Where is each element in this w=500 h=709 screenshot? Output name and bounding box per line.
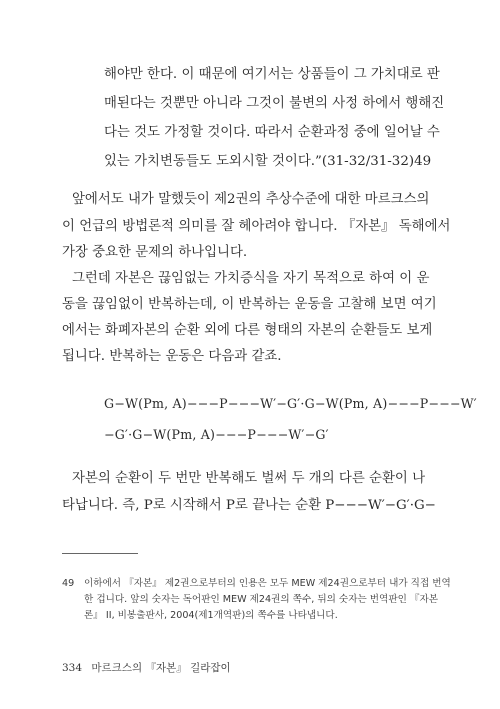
paragraph-line: 자본의 순환이 두 번만 반복해도 벌써 두 개의 다른 순환이 나 <box>72 471 426 486</box>
paragraph-line: 가장 중요한 문제의 하나입니다. <box>62 245 248 260</box>
footnote-line: 론』 II, 비봉출판사, 2004(제1개역판)의 쪽수를 나타냅니다. <box>84 610 338 621</box>
quote-line: 다는 것도 가정할 것이다. 따라서 순환과정 중에 일어날 수 <box>104 125 440 140</box>
page-number: 334 <box>62 662 83 674</box>
footnote-divider <box>62 553 138 554</box>
paragraph-line: 그런데 자본은 끊임없는 가치증식을 자기 목적으로 하여 이 운 <box>72 271 430 286</box>
footnote-line: 한 겁니다. 앞의 숫자는 독어판인 MEW 제24권의 쪽수, 뒤의 숫자는 번역판인 『자본 <box>84 594 439 605</box>
paragraph-line: 동을 끊임없이 반복하는데, 이 반복하는 운동을 고찰해 보면 여기 <box>62 297 437 312</box>
formula-line: G−W(Pm, A)−−−P−−−W′−G′·G−W(Pm, A)−−−P−−−W′ <box>104 396 477 411</box>
paragraph-line: 에서는 화폐자본의 순환 외에 다른 형태의 자본의 순환들도 보게 <box>62 323 433 338</box>
quote-line: 매된다는 것뿐만 아니라 그것이 불변의 사정 하에서 행해진 <box>104 96 445 111</box>
footnote-number: 49 <box>62 578 75 589</box>
formula-line: −G′·G−W(Pm, A)−−−P−−−W′−G′ <box>104 427 329 442</box>
footnote-line: 이하에서 『자본』 제2권으로부터의 인용은 모두 MEW 제24권으로부터 내가 직접 번역 <box>84 578 451 589</box>
quote-line: 있는 가치변동들도 도외시할 것이다.”(31-32/31-32)49 <box>104 154 432 169</box>
paragraph-line: 됩니다. 반복하는 운동은 다음과 같죠. <box>62 349 282 364</box>
paragraph-line: 앞에서도 내가 말했듯이 제2권의 추상수준에 대한 마르크스의 <box>72 192 430 207</box>
paragraph-line: 이 언급의 방법론적 의미를 잘 헤아려야 합니다. 『자본』 독해에서 <box>62 219 451 234</box>
quote-line: 해야만 한다. 이 때문에 여기서는 상품들이 그 가치대로 판 <box>104 67 440 82</box>
running-title: 마르크스의 『자본』 길라잡이 <box>91 662 231 674</box>
page-footer <box>62 660 231 675</box>
paragraph-line: 타납니다. 즉, P로 시작해서 P로 끝나는 순환 P−−−W′−G′·G− <box>62 498 436 513</box>
